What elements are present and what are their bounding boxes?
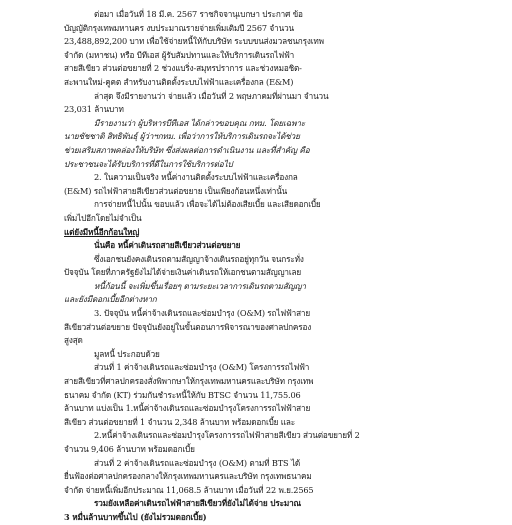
document-line: 2. ในความเป็นจริง หนี้ค่างานติดตั้งระบบไฟฟ้าและเครื่องกล xyxy=(94,172,298,183)
document-line: รวมยังเหลือค่าเดินรถไฟฟ้าสายสีเขียวที่ยังไม่ได้จ่าย ประมาณ xyxy=(94,498,301,509)
document-line: 2.หนี้ค่าจ้างเดินรถและซ่อมบำรุงโครงการรถไฟฟ้าสายสีเขียว ส่วนต่อขยายที่ 2 xyxy=(94,430,360,441)
document-line: สายสีเขียว ส่วนต่อขยายที่ 2 ช่วงแบริ่ง-สมุทรปราการ และช่วงหมอชิต- xyxy=(64,63,302,74)
document-line: 3. ปัจจุบัน หนี้ค่าจ้างเดินรถและซ่อมบำรุง (O&M) รถไฟฟ้าสาย xyxy=(94,308,311,319)
document-line: สีเขียว ส่วนต่อขยายที่ 1 จำนวน 2,348 ล้านบาท พร้อมดอกเบี้ย และ xyxy=(64,416,295,427)
document-line: แต่ยังมีหนี้อีกก้อนใหญ่ xyxy=(64,226,140,237)
document-line: ล่าสุด จึงมีรายงานว่า จ่ายแล้ว เมื่อวันที่ 2 พฤษภาคมที่ผ่านมา จำนวน xyxy=(94,90,329,101)
document-line: 3 หมื่นล้านบาทขึ้นไป (ยังไม่รวมดอกเบี้ย) xyxy=(64,511,207,522)
document-line: สะพานใหม่-คูคต สำหรับงานติดตั้งระบบไฟฟ้าและเครื่องกล (E&M) xyxy=(64,76,294,87)
document-line: ช่วยเสริมสภาพคล่องให้บริษัท ซึ่งส่งผลต่อการดำเนินงาน และที่สำคัญ คือ xyxy=(64,144,310,155)
document-line: เพิ่มไปอีกโดยไม่จำเป็น xyxy=(64,212,142,223)
document-line: ต่อมา เมื่อวันที่ 18 มี.ค. 2567 ราชกิจจานุเบกษา ประกาศ ข้อ xyxy=(94,9,303,19)
document-line: ประชาชนจะได้รับบริการที่ดีในการใช้บริการต่อไป xyxy=(64,158,233,169)
document-line: หนี้ก้อนนี้ จะเพิ่มขึ้นเรื่อยๆ ตามระยะเวลาการเดินรถตามสัญญา xyxy=(94,280,306,291)
document-line: ส่วนที่ 2 ค่าจ้างเดินรถและซ่อมบำรุง (O&M) ตามที่ BTS ได้ xyxy=(94,457,301,468)
document-line: 23,031 ล้านบาท xyxy=(64,104,124,115)
document-line: จำกัด (มหาชน) หรือ บีทีเอส ผู้รับสัมปทานและให้บริการเดินรถไฟฟ้า xyxy=(64,49,295,60)
document-line: นั่นคือ หนี้ค่าเดินรถสายสีเขียวส่วนต่อขยาย xyxy=(94,240,241,251)
document-line: ซึ่งเอกชนยังคงเดินรถตามสัญญาจ้างเดินรถอยู่ทุกวัน จนกระทั่ง xyxy=(94,253,304,264)
document-line: สูงสุด xyxy=(64,335,83,346)
document-line: (E&M) รถไฟฟ้าสายสีเขียวส่วนต่อขยาย เป็นเพียงก้อนหนึ่งเท่านั้น xyxy=(64,185,288,196)
document-line: การจ่ายหนี้ไปนั้น ขอบแล้ว เพื่อจะได้ไม่ต้องเสียเบี้ย และเสียดอกเบี้ย xyxy=(94,199,321,210)
document-line: ยื่นฟ้องต่อศาลปกครองกลางให้กรุงเทพมหานครและบริษัท กรุงเทพธนาคม xyxy=(64,471,312,482)
document-line: จำกัด จ่ายหนี้เพิ่มอีกประมาณ 11,068.5 ล้านบาท เมื่อวันที่ 22 พ.ย.2565 xyxy=(64,484,314,495)
document-line: ธนาคม จำกัด (KT) ร่วมกันชำระหนี้ให้กับ BTSC จำนวน 11,755.06 xyxy=(64,389,301,400)
document-line: 23,488,892,200 บาท เพื่อใช้จ่ายหนี้ให้กับบริษัท ระบบขนส่งมวลชนกรุงเทพ xyxy=(64,36,324,47)
document-line: ล้านบาท แบ่งเป็น 1.หนี้ค่าจ้างเดินรถและซ่อมบำรุงโครงการรถไฟฟ้าสาย xyxy=(64,403,311,414)
document-line: และยังมีดอกเบี้ยอีกต่างหาก xyxy=(64,294,157,305)
document-line: บัญญัติกรุงเทพมหานคร งบประมาณรายจ่ายเพิ่มเติมปี 2567 จำนวน xyxy=(64,22,294,33)
document-line: สีเขียวส่วนต่อขยาย ปัจจุบันยังอยู่ในขั้นตอนการพิจารณาของศาลปกครอง xyxy=(64,321,312,332)
document-line: มีรายงานว่า ผู้บริหารบีทีเอส ได้กล่าวขอบคุณ กทม. โดยเฉพาะ xyxy=(94,117,306,128)
document-line: นายชัชชาติ สิทธิพันธุ์ ผู้ว่าฯกทม. เพื่อว่าการให้บริการเดินรถจะได้ช่วย xyxy=(64,131,300,142)
document-line: ส่วนที่ 1 ค่าจ้างเดินรถและซ่อมบำรุง (O&M) โครงการรถไฟฟ้า xyxy=(94,362,310,373)
document-line: สายสีเขียวที่ศาลปกครองสั่งพิพากษาให้กรุงเทพมหานครและบริษัท กรุงเทพ xyxy=(64,376,314,387)
document-line: มูลหนี้ ประกอบด้วย xyxy=(94,348,160,359)
document-line: จำนวน 9,406 ล้านบาท พร้อมดอกเบี้ย xyxy=(64,444,195,454)
document-line: ปัจจุบัน โดยที่ภาครัฐยังไม่ได้จ่ายเงินค่าเดินรถให้เอกชนตามสัญญาเลย xyxy=(64,267,301,278)
